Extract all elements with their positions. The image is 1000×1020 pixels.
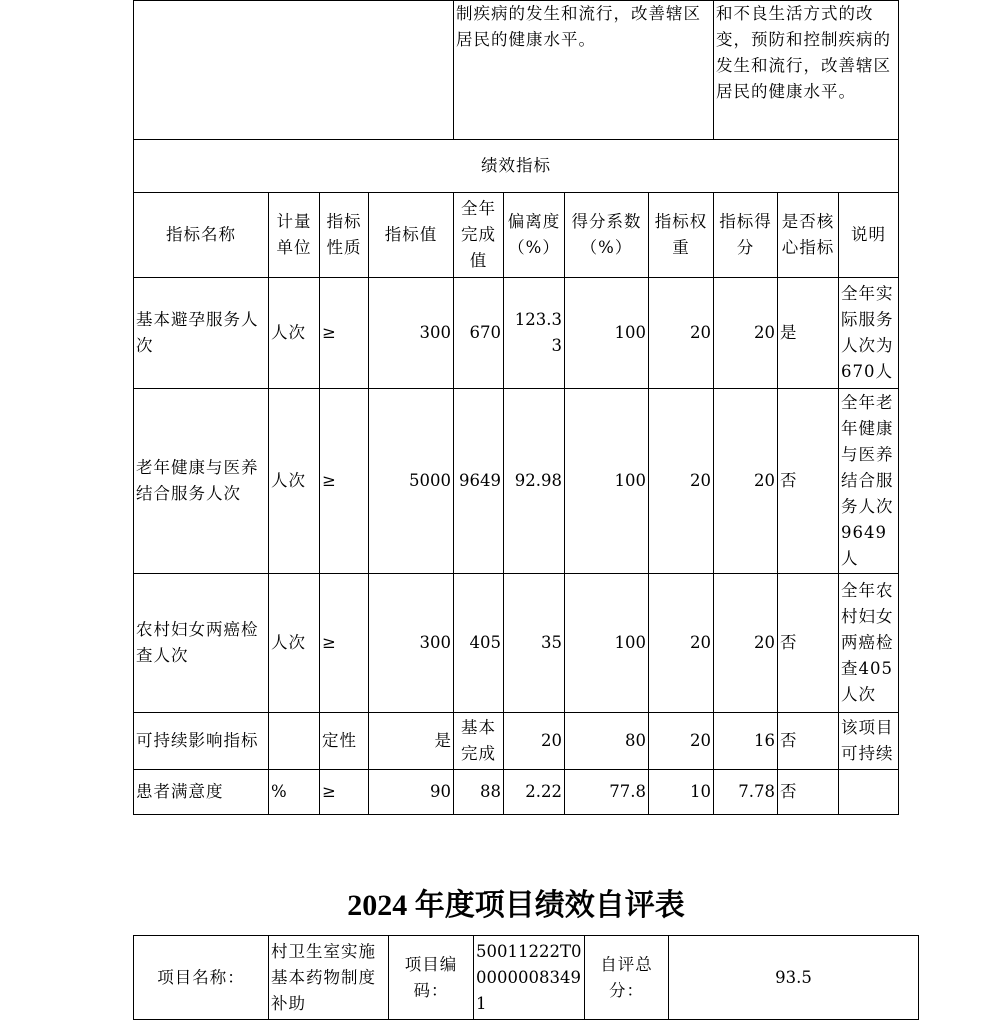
section-title: 绩效指标 [134, 140, 899, 193]
goal-right-cell: 和不良生活方式的改变，预防和控制疾病的发生和流行，改善辖区居民的健康水平。 [714, 1, 899, 140]
indicator-weight: 20 [649, 389, 714, 574]
indicator-coef: 77.8 [565, 770, 649, 815]
indicator-score: 20 [714, 389, 778, 574]
indicator-nature: ≥ [320, 278, 369, 389]
indicator-nature: 定性 [320, 713, 369, 770]
indicator-deviation: 123.33 [504, 278, 565, 389]
header-cell: 指标权重 [649, 193, 714, 278]
indicator-score: 20 [714, 574, 778, 713]
indicator-unit: 人次 [269, 574, 320, 713]
indicator-coef: 100 [565, 389, 649, 574]
indicator-done: 405 [454, 574, 504, 713]
section-title-row [134, 140, 899, 193]
indicator-weight: 20 [649, 278, 714, 389]
indicator-weight: 20 [649, 713, 714, 770]
indicator-name: 老年健康与医养结合服务人次 [134, 389, 269, 574]
indicator-coef: 100 [565, 574, 649, 713]
indicator-note: 该项目可持续 [839, 713, 899, 770]
indicator-target: 300 [369, 574, 454, 713]
project-code: 50011222T000000083491 [474, 936, 585, 1020]
project-info-row [134, 936, 919, 1020]
indicator-unit: % [269, 770, 320, 815]
indicator-note: 全年农村妇女两癌检查405人次 [839, 574, 899, 713]
goal-row [134, 1, 899, 140]
indicator-nature: ≥ [320, 770, 369, 815]
self-evaluation-table [133, 935, 919, 1020]
indicator-nature: ≥ [320, 389, 369, 574]
header-cell: 指标得分 [714, 193, 778, 278]
indicator-target: 300 [369, 278, 454, 389]
indicator-coef: 80 [565, 713, 649, 770]
indicator-core: 否 [778, 713, 839, 770]
indicator-deviation: 2.22 [504, 770, 565, 815]
indicator-name: 基本避孕服务人次 [134, 278, 269, 389]
table-row [134, 713, 899, 770]
indicator-deviation: 35 [504, 574, 565, 713]
header-cell: 指标值 [369, 193, 454, 278]
goal-mid-cell: 制疾病的发生和流行，改善辖区居民的健康水平。 [454, 1, 714, 140]
indicator-note: 全年老年健康与医养结合服务人次9649人 [839, 389, 899, 574]
table-row [134, 574, 899, 713]
header-cell: 全年完成值 [454, 193, 504, 278]
header-row [134, 193, 899, 278]
total-score: 93.5 [669, 936, 919, 1020]
indicator-note [839, 770, 899, 815]
header-cell: 偏离度（%） [504, 193, 565, 278]
indicator-deviation: 20 [504, 713, 565, 770]
indicator-core: 否 [778, 574, 839, 713]
indicator-name: 患者满意度 [134, 770, 269, 815]
indicator-score: 16 [714, 713, 778, 770]
header-cell: 说明 [839, 193, 899, 278]
table-row [134, 770, 899, 815]
indicator-nature: ≥ [320, 574, 369, 713]
indicator-target: 90 [369, 770, 454, 815]
indicator-unit: 人次 [269, 389, 320, 574]
indicator-core: 否 [778, 389, 839, 574]
indicator-core: 是 [778, 278, 839, 389]
indicator-name: 农村妇女两癌检查人次 [134, 574, 269, 713]
project-name-label: 项目名称： [134, 936, 269, 1020]
indicator-target: 是 [369, 713, 454, 770]
project-name: 村卫生室实施基本药物制度补助 [269, 936, 389, 1020]
indicator-weight: 20 [649, 574, 714, 713]
header-cell: 计量单位 [269, 193, 320, 278]
indicator-unit [269, 713, 320, 770]
indicator-coef: 100 [565, 278, 649, 389]
indicator-weight: 10 [649, 770, 714, 815]
indicator-note: 全年实际服务人次为670人 [839, 278, 899, 389]
total-score-label: 自评总分： [585, 936, 669, 1020]
table-row [134, 278, 899, 389]
header-cell: 得分系数（%） [565, 193, 649, 278]
page-title: 2024 年度项目绩效自评表 [347, 889, 685, 922]
project-code-label: 项目编码： [389, 936, 474, 1020]
header-cell: 是否核心指标 [778, 193, 839, 278]
indicator-done: 9649 [454, 389, 504, 574]
header-cell: 指标名称 [134, 193, 269, 278]
goal-empty-cell [134, 1, 454, 140]
indicator-done: 88 [454, 770, 504, 815]
indicator-target: 5000 [369, 389, 454, 574]
indicator-done: 670 [454, 278, 504, 389]
indicator-unit: 人次 [269, 278, 320, 389]
indicator-score: 20 [714, 278, 778, 389]
performance-table [133, 0, 899, 815]
indicator-name: 可持续影响指标 [134, 713, 269, 770]
table-row [134, 389, 899, 574]
indicator-deviation: 92.98 [504, 389, 565, 574]
indicator-score: 7.78 [714, 770, 778, 815]
header-cell: 指标性质 [320, 193, 369, 278]
indicator-core: 否 [778, 770, 839, 815]
indicator-done: 基本完成 [454, 713, 504, 770]
